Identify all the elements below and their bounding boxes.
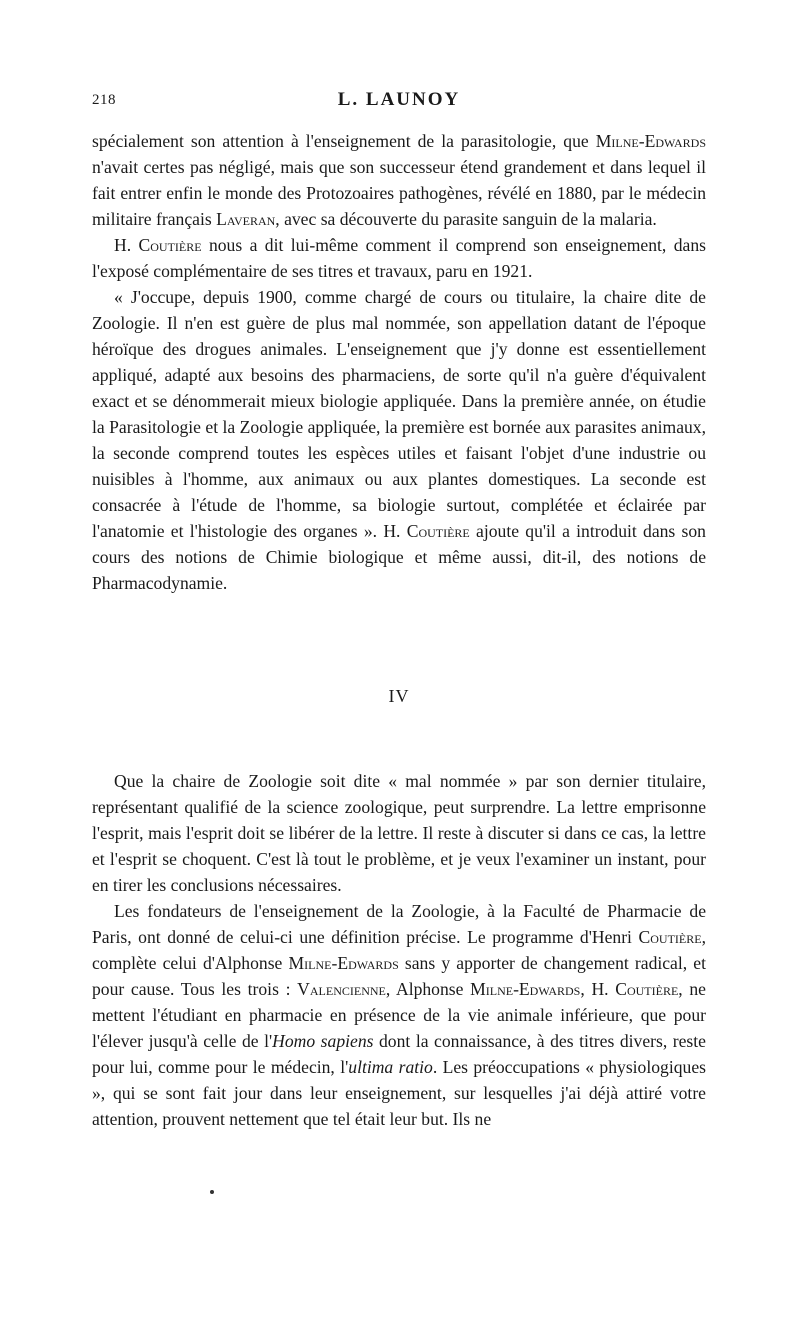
paragraph: spécialement son attention à l'enseignement de la parasitologie, que Milne-Edwards n'avait certes pas négligé, mais que son successeur étend grandement et dans lequel il fait entrer enfin le monde des Protozoaires pathogènes, révélé en 1880, par le médecin militaire français Laveran, avec sa découverte du parasite sanguin de la malaria. xyxy=(92,131,706,229)
paragraph: H. Coutière nous a dit lui-même comment il comprend son enseignement, dans l'exposé complémentaire de ses titres et travaux, paru en 1921. xyxy=(92,235,706,281)
author-name: Coutière xyxy=(638,927,702,947)
author-name: Coutière xyxy=(406,521,470,541)
section-heading: IV xyxy=(388,686,410,706)
paragraph: Les fondateurs de l'enseignement de la Zoologie, à la Faculté de Pharmacie de Paris, ont donné de celui-ci une définition précise. Le programme d'Henri Coutière, complète celui d'Alphonse Milne-Edwards sans y apporter de changement radical, et pour cause. Tous les trois : Valencienne, Alphonse Milne-Edwards, H. Coutière, ne mettent l'étudiant en pharmacie en présence de la vie animale inférieure, que pour l'élever jusqu'à celle de l'Homo sapiens dont la connaissance, à des titres divers, reste pour lui, comme pour le médecin, l'ultima ratio. Les préoccupations « physiologiques », qui se sont fait jour dans leur enseignement, sur lesquelles j'ai déjà attiré votre attention, prouvent nettement que tel était leur but. Ils ne xyxy=(92,901,706,1129)
section-text-bottom xyxy=(92,768,706,1132)
page-number: 218 xyxy=(92,92,116,108)
author-name: Valencienne xyxy=(297,979,386,999)
running-head xyxy=(92,89,706,122)
author-name: Laveran xyxy=(216,209,276,229)
paragraph: Que la chaire de Zoologie soit dite « mal nommée » par son dernier titulaire, représentant qualifié de la science zoologique, peut surprendre. La lettre emprisonne l'esprit, mais l'esprit doit se libérer de la lettre. Il reste à discuter si dans ce cas, la lettre et l'esprit se choquent. C'est là tout le problème, et je veux l'examiner un instant, pour en tirer les conclusions nécessaires. xyxy=(92,771,706,895)
author-name: Coutière xyxy=(138,235,202,255)
section-text-top xyxy=(92,128,706,596)
author-name: Milne-Edwards xyxy=(470,979,581,999)
quoted-paragraph: « J'occupe, depuis 1900, comme chargé de cours ou titulaire, la chaire dite de Zoologie. Il n'en est guère de plus mal nommée, son appellation datant de l'époque héroïque des drogues animales. L'enseignement que j'y donne est essentiellement appliqué, adapté aux besoins des pharmaciens, de sorte qu'il n'a guère d'équivalent exact et se dénommerait mieux biologie appliquée. Dans la première année, on étudie la Parasitologie et la Zoologie appliquée, la première est bornée aux parasites animaux, la seconde comprend toutes les espèces utiles et faisant l'objet d'une industrie ou nuisibles à l'homme, aux animaux ou aux plantes domestiques. La seconde est consacrée à l'étude de l'homme, sa biologie surtout, complétée et éclairée par l'anatomie et l'histologie des organes ». H. Coutière ajoute qu'il a introduit dans son cours des notions de Chimie biologique et même aussi, dit-il, des notions de Pharmacodynamie. xyxy=(92,287,706,593)
running-head-author: L. LAUNOY xyxy=(337,89,461,110)
author-name: Milne-Edwards xyxy=(595,131,706,151)
print-speck xyxy=(210,1190,214,1194)
author-name: Milne-Edwards xyxy=(288,953,399,973)
author-name: Coutière xyxy=(615,979,679,999)
latin-term: ultima ratio xyxy=(348,1057,433,1077)
latin-term: Homo sapiens xyxy=(272,1031,374,1051)
